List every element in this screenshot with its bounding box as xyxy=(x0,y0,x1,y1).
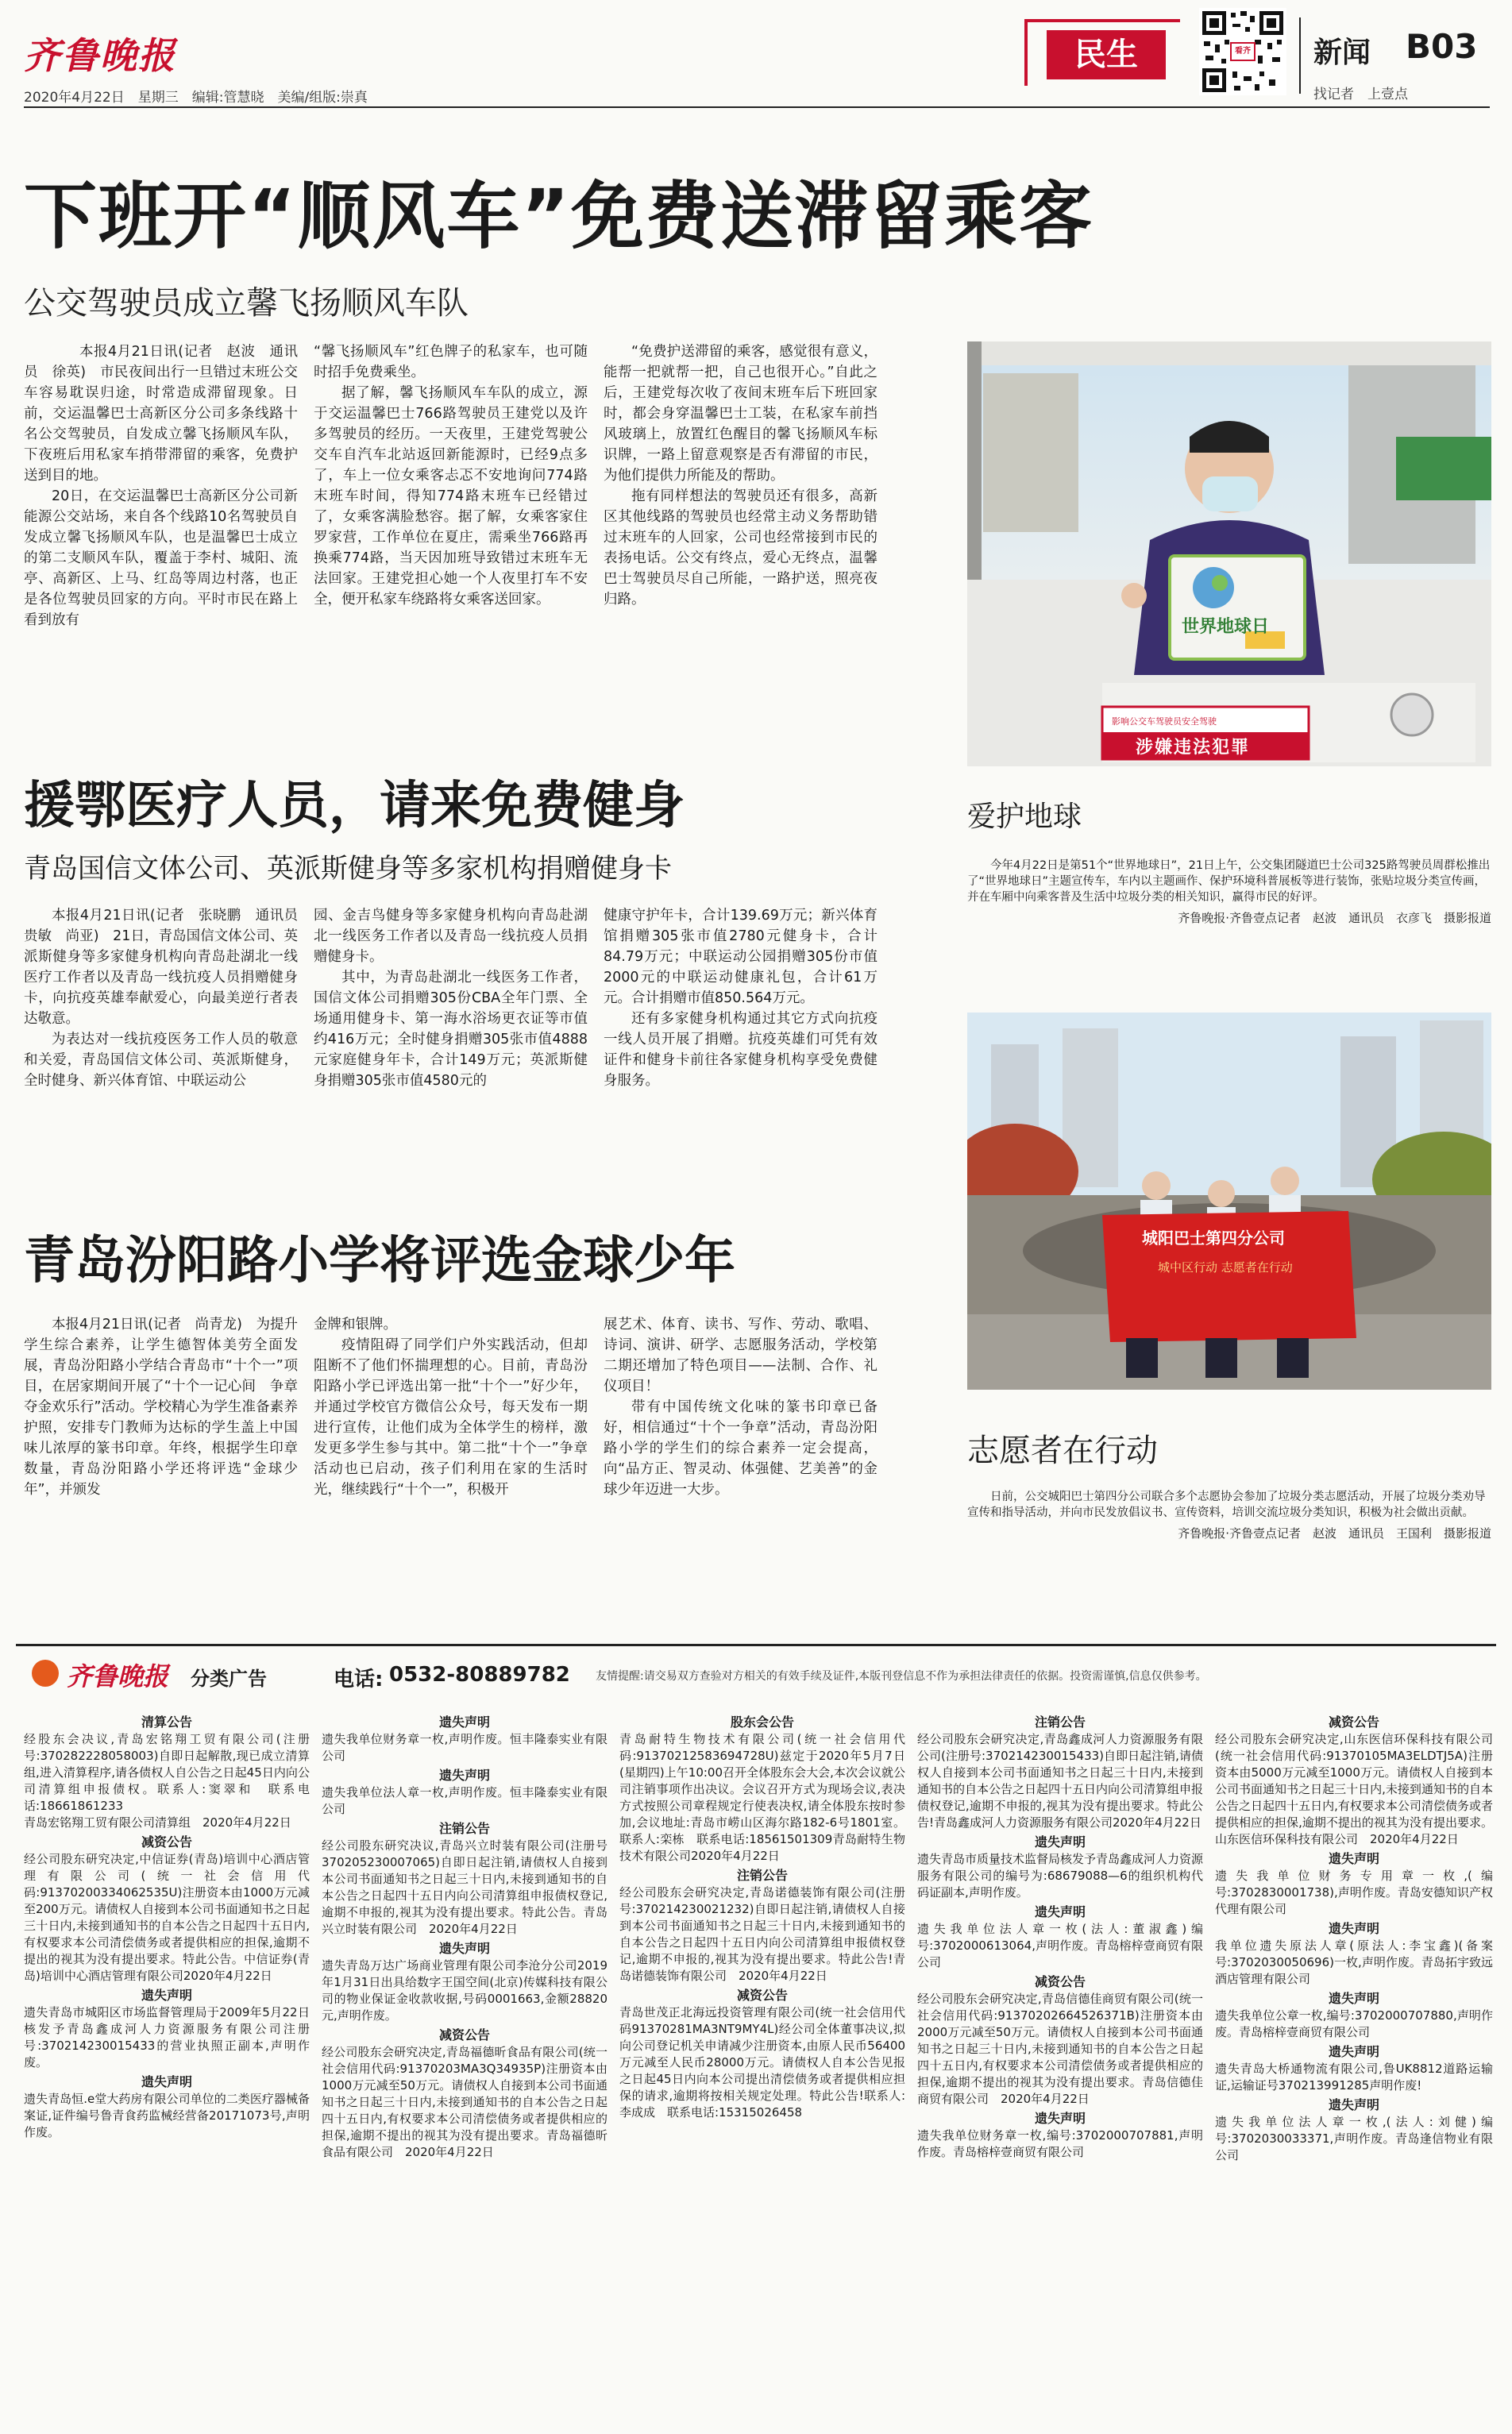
photo2-caption-title: 志愿者在行动 xyxy=(967,1433,1158,1469)
masthead xyxy=(0,0,1512,119)
sign-text: 世界地球日 xyxy=(1182,617,1270,637)
qr-code xyxy=(1199,8,1286,95)
article3-paragraph: 带有中国传统文化味的篆书印章已备好，相信通过“十个一争章”活动，青岛汾阳路小学的学生们的综合素养一定会提高，向“品方正、智灵动、体强健、艺美善”的金球少年迈进一大步。 xyxy=(604,1399,878,1498)
ad-body: 遗失我单位财务章一枚,声明作废。恒丰隆泰实业有限公司 xyxy=(322,1732,608,1763)
ad-title: 注销公告 xyxy=(1034,1715,1086,1730)
article2-paragraph: 园、金吉鸟健身等多家健身机构向青岛赴湖北一线医务工作者以及青岛一线抗疫人员捐赠健身卡。 xyxy=(314,908,588,965)
article3-paragraph: 本报4月21日讯(记者 尚青龙) 为提升学生综合素养，让学生德智体美劳全面发展，青岛汾阳路小学结合青岛市“十个一”项目，在居家期间开展了“十个一记心间 争章夺金欢乐行”活动。学校精心为学生准备素养护照，安排专门教师为达标的学生盖上中国味儿浓厚的篆书印章。年终，根据学生印章数量，青岛汾阳路小学还将评选“金球少年”，并颁发 xyxy=(24,1317,298,1498)
ad-body: 经公司股东会研究决定,青岛诺德装饰有限公司(注册号:370214230021232)自即日起注销,请债权人自接到本公司书面通知书之日起三十日内,未接到通知书的自本公告之日起四十五日内向公司清算组申报债权登记,逾期不申报的,视其为没有提出要求。特此公告!青岛诺德装饰有限公司 2020年4月22日 xyxy=(619,1885,905,1983)
ad-body: 经公司股东研究决议,青岛兴立时装有限公司(注册号370205230007065)自即日起注销,请债权人自接到本公司书面通知书之日起三十日内,未接到通知书的自本公告之日起四十五日内向公司清算组申报债权登记,逾期不申报的,视其为没有提出要求。特此公告。青岛兴立时装有限公司 2020年4月22日 xyxy=(322,1838,608,1936)
ad-title: 清算公告 xyxy=(141,1715,192,1730)
ad-title: 遗失声明 xyxy=(141,2074,192,2089)
ad-title: 减资公告 xyxy=(736,1988,788,2003)
article1-paragraph: 20日，在交运温馨巴士高新区分公司新能源公交站场，来自各个线路10名驾驶员自发成立馨飞扬顺风车队，也是温馨巴士成立的第二支顺风车队，覆盖于李村、城阳、流亭、高新区、上马、红岛等周边村落，也正是各位驾驶员回家的方向。平时市民在路上看到放有 xyxy=(24,488,298,628)
newspaper-logo: 齐鲁晚报 xyxy=(24,34,176,77)
article2-col3 xyxy=(604,905,878,1091)
article1-paragraph: 据了解，馨飞扬顺风车车队的成立，源于交运温馨巴士766路驾驶员王建党以及许多驾驶员的经历。一天夜里，王建党驾驶公交车自汽车北站返回新能源时，已经9点多了，车上一位女乘客忐忑不安地询问774路末班车时间，得知774路末班车已经错过了，女乘客满脸愁容。据了解，女乘客家住罗家营，工作单位在夏庄，需乘坐766路再换乘774路，当天因加班导致错过末班车无法回家。王建党担心她一个人夜里打车不安全，便开私家车绕路将女乘客送回家。 xyxy=(314,385,588,608)
photo-volunteers xyxy=(967,1013,1491,1390)
classifieds-label: 分类广告 xyxy=(191,1668,267,1690)
article3-paragraph: 展艺术、体育、读书、写作、劳动、歌唱、诗词、演讲、研学、志愿服务活动，学校第二期还增加了特色项目——法制、合作、礼仪项目！ xyxy=(604,1317,878,1394)
article3-col1 xyxy=(24,1314,298,1500)
classifieds-rule xyxy=(16,1644,1496,1646)
photo1-caption-text: 今年4月22日是第51个“世界地球日”，21日上午，公交集团隧道巴士公司325路驾驶员周群松推出了“世界地球日”主题宣传车，车内以主题画作、保护环境科普展板等进行装饰，张贴垃圾分类宣传画，并在车厢中向乘客普及生活中垃圾分类的相关知识，赢得市民的好评。 xyxy=(967,859,1491,904)
article1-col1 xyxy=(24,341,298,631)
qr-label: 看齐 xyxy=(1235,47,1251,56)
classifieds-notice: 友情提醒:请交易双方查验对方相关的有效手续及证件,本版刊登信息不作为承担法律责任的依据。投资需谨慎,信息仅供参考。 xyxy=(596,1670,1207,1683)
ad-body: 我单位遗失原法人章(原法人:李宝鑫)(备案号:3702030050696)一枚,声明作废。青岛拓宇致远酒店管理有限公司 xyxy=(1215,1938,1493,1986)
article1-col3 xyxy=(604,341,878,610)
article3-headline: 青岛汾阳路小学将评选金球少年 xyxy=(24,1232,735,1290)
ad-title: 减资公告 xyxy=(1328,1715,1379,1730)
ad-title: 遗失声明 xyxy=(1328,1991,1379,2006)
article3-col3 xyxy=(604,1314,878,1500)
article2-paragraph: 本报4月21日讯(记者 张晓鹏 通讯员 贵敏 尚亚) 21日，青岛国信文体公司、英派斯健身等多家健身机构向青岛赴湖北一线医疗工作者以及青岛一线抗疫人员捐赠健身卡，向抗疫英雄奉献爱心，向最美逆行者表达敬意。 xyxy=(24,908,312,1027)
ad-title: 减资公告 xyxy=(438,2027,490,2042)
ad-body: 经公司股东会研究决定,青岛福德昕食品有限公司(统一社会信用代码:91370203MA3Q34935P)注册资本由1000万元减至50万元。请债权人自接到本公司书面通知书之日起三十日内,未接到通知书的自本公告之日起四十五日内,有权要求本公司清偿债务或者提供相应的担保,逾期不提出的视其为没有提出要求。青岛福德昕食品有限公司 2020年4月22日 xyxy=(322,2045,608,2159)
ad-body: 经公司股东研究决定,中信证券(青岛)培训中心酒店管理有限公司(统一社会信用代码:91370200334062535U)注册资本由1000万元减至200万元。请债权人自接到本公司书面通知书之日起三十日内,未接到通知书的自本公告之日起四十五日内,有权要求本公司清偿债务或者提供相应的担保,逾期不提出的视其为没有提出要求。特此公告。中信证券(青岛)培训中心酒店管理有限公司2020年4月22日 xyxy=(24,1852,310,1983)
classifieds-logo: 齐鲁晚报 xyxy=(67,1661,169,1691)
ad-body: 经股东会决议,青岛宏铭翔工贸有限公司(注册号:370282228058003)自即日起解散,现已成立清算组,进入清算程序,请各债权人自公告之日起45日内向公司清算组申报债权。联系人:窦翠和 联系电话:18661861233 xyxy=(24,1732,310,1813)
ad-body: 遗失青岛大桥通物流有限公司,鲁UK8812道路运输证,运输证号370213991285声明作废! xyxy=(1215,2062,1493,2093)
bus-sign-top: 影响公交车驾驶员安全驾驶 xyxy=(1112,716,1217,727)
photo1-caption xyxy=(967,858,1491,926)
article2-paragraph: 为表达对一线抗疫医务工作人员的敬意和关爱，青岛国信文体公司、英派斯健身，全时健身、新兴体育馆、中联运动公 xyxy=(24,1032,298,1089)
ad-title: 遗失声明 xyxy=(1034,1904,1086,1919)
banner-text: 城阳巴士第四分公司 xyxy=(1142,1229,1285,1248)
article1-paragraph: “馨飞扬顺风车”红色牌子的私家车，也可随时招手免费乘坐。 xyxy=(314,344,588,380)
ad-body: 遗失青岛市城阳区市场监督管理局于2009年5月22日核发予青岛鑫成河人力资源服务有限公司注册号:370214230015433的营业执照正副本,声明作废。 xyxy=(24,2005,310,2069)
classifieds-col-1 xyxy=(24,1711,310,2141)
article2-headline: 援鄂医疗人员，请来免费健身 xyxy=(24,777,685,835)
page-number: B03 xyxy=(1406,27,1478,66)
classifieds-phone-label: 电话: xyxy=(334,1668,384,1691)
article2-col2 xyxy=(314,905,588,1091)
photo1-caption-title: 爱护地球 xyxy=(967,800,1082,833)
ad-title: 遗失声明 xyxy=(438,1941,490,1956)
ad-title: 减资公告 xyxy=(1034,1974,1086,1989)
ad-body: 遗失青岛恒.e堂大药房有限公司单位的二类医疗器械备案证,证件编号鲁青食药监械经营备20171073号,声明作废。 xyxy=(24,2092,310,2139)
ad-title: 遗失声明 xyxy=(1328,2097,1379,2112)
article2-subhead: 青岛国信文体公司、英派斯健身等多家机构捐赠健身卡 xyxy=(24,853,672,885)
ad-body: 青岛耐特生物技术有限公司(统一社会信用代码:91370212583694728U)兹定于2020年5月7日(星期四)上午10:00召开全体股东会大会,本次会议就公司注销事项作出决议。会议召开方式为现场会议,表决方式按照公司章程规定行使表决权,请全体股东按时参加,会议地址:青岛市崂山区海尔路182-6号1801室。联系人:栾栋 联系电话:18561501309青岛耐特生物技术有限公司2020年4月22日 xyxy=(619,1732,905,1863)
ad-body: 青岛宏铭翔工贸有限公司清算组 2020年4月22日 xyxy=(24,1815,291,1830)
article2-paragraph: 其中，为青岛赴湖北一线医务工作者，国信文体公司捐赠305份CBA全年门票、全场通用健身卡、第一海水浴场更衣证等市值约416万元；全时健身捐赠305张市值4888元家庭健身年卡，合计149万元；英派斯健身捐赠305张市值4580元的 xyxy=(314,970,588,1089)
section-tag: 民生 xyxy=(1047,30,1166,79)
reporter-label: 找记者 上壹点 xyxy=(1313,87,1408,102)
article3-col2 xyxy=(314,1314,588,1500)
date-line: 2020年4月22日 星期三 编辑:管慧晓 美编/组版:崇真 xyxy=(24,90,368,106)
ad-title: 遗失声明 xyxy=(141,1988,192,2003)
classifieds-col-5 xyxy=(1215,1711,1493,2164)
ad-body: 遗失我单位公章一枚,编号:3702000707880,声明作废。青岛榕梓壹商贸有限公司 xyxy=(1215,2008,1493,2039)
photo1-credit: 齐鲁晚报·齐鲁壹点记者 赵波 通讯员 衣彦飞 摄影报道 xyxy=(1178,911,1491,925)
article1-paragraph: 拖有同样想法的驾驶员还有很多，高新区其他线路的驾驶员也经常主动义务帮助错过末班车的人回家，公司也经常接到市民的表扬电话。公交有终点，爱心无终点，温馨巴士驾驶员尽自己所能，一路护送，照亮夜归路。 xyxy=(604,488,878,608)
ad-body: 青岛世茂正北海远投资管理有限公司(统一社会信用代码91370281MA3NT9MY4L)经公司全体董事决议,拟向公司登记机关申请减少注册资本,由原人民币56400万元减至人民币28000万元。请债权人自本公告见报之日起45日内向本公司提出清偿债务或者提供相应担保的请求,逾期将按相关规定处理。特此公告!联系人:李成成 联系电话:15315026458 xyxy=(619,2005,905,2120)
classifieds-header xyxy=(16,1652,1496,1699)
article2-paragraph: 健康守护年卡，合计139.69万元；新兴体育馆捐赠305张市值2780元健身卡，合计84.79万元；中联运动公园捐赠305份市值2000元的中联运动健康礼包，合计61万元。合计捐赠市值850.564万元。 xyxy=(604,908,878,1006)
banner-subtext: 城中区行动 志愿者在行动 xyxy=(1158,1260,1293,1275)
photo-earth-day-bus xyxy=(967,341,1491,766)
ad-title: 遗失声明 xyxy=(438,1715,490,1730)
ad-title: 遗失声明 xyxy=(1328,2044,1379,2059)
article2-paragraph: 还有多家健身机构通过其它方式向抗疫一线人员开展了捐赠。抗疫英雄们可凭有效证件和健身卡前往各家健身机构享受免费健身服务。 xyxy=(604,1011,878,1089)
section-name: 新闻 xyxy=(1313,37,1371,69)
bus-sign: 涉嫌违法犯罪 xyxy=(1136,738,1251,758)
classifieds-phone: 0532-80889782 xyxy=(389,1663,570,1687)
article1-col2 xyxy=(314,341,588,610)
ad-title: 遗失声明 xyxy=(438,1768,490,1783)
article1-headline: 下班开“顺风车”免费送滞留乘客 xyxy=(24,174,1094,259)
header-divider xyxy=(1299,17,1301,94)
classifieds-logo-icon xyxy=(32,1660,59,1687)
ad-title: 遗失声明 xyxy=(1328,1921,1379,1936)
ad-body: 遗失我单位法人章一枚,声明作废。恒丰隆泰实业有限公司 xyxy=(322,1785,608,1816)
ad-title: 注销公告 xyxy=(736,1868,788,1883)
ad-body: 遗失我单位财务章一枚,编号:3702000707881,声明作废。青岛榕梓壹商贸有限公司 xyxy=(917,2128,1203,2159)
ad-body: 遗失青岛市质量技术监督局核发予青岛鑫成河人力资源服务有限公司的编号为:68679088—6的组织机构代码证副本,声明作废。 xyxy=(917,1852,1204,1900)
classifieds-col-4 xyxy=(917,1711,1203,2161)
photo2-credit: 齐鲁晚报·齐鲁壹点记者 赵波 通讯员 王国利 摄影报道 xyxy=(1178,1526,1491,1541)
ad-title: 减资公告 xyxy=(141,1834,192,1850)
ad-title: 注销公告 xyxy=(438,1821,490,1836)
classifieds-col-2 xyxy=(322,1711,608,2161)
ad-body: 遗失青岛万达广场商业管理有限公司李沧分公司2019年1月31日出具给数字王国空间(北京)传媒科技有限公司的物业保证金收款收据,号码0001663,金额28820元,声明作废。 xyxy=(322,1958,608,2023)
article1-subhead: 公交驾驶员成立馨飞扬顺风车队 xyxy=(24,285,469,322)
ad-title: 遗失声明 xyxy=(1328,1851,1379,1866)
photo2-caption-text: 日前，公交城阳巴士第四分公司联合多个志愿协会参加了垃圾分类志愿活动，开展了垃圾分类劝导宣传和指导活动，并向市民发放倡议书、宣传资料，培训交流垃圾分类知识，积极为社会做出贡献。 xyxy=(967,1491,1486,1519)
ad-body: 遗失我单位法人章一枚(法人:董淑鑫)编号:3702000613064,声明作废。青岛榕梓壹商贸有限公司 xyxy=(917,1922,1203,1969)
article3-paragraph: 疫情阻碍了同学们户外实践活动，但却阻断不了他们怀揣理想的心。目前，青岛汾阳路小学已评选出第一批“十个一”好少年，并通过学校官方微信公众号，每天发布一期进行宣传，让他们成为全体学生的榜样，激发更多学生参与其中。第二批“十个一”争章活动也已启动，孩子们利用在家的生活时光，继续践行“十个一”，积极开 xyxy=(314,1337,588,1498)
ad-body: 经公司股东会研究决定,山东医信环保科技有限公司(统一社会信用代码:91370105MA3ELDTJ5A)注册资本由5000万元减至1000万元。请债权人自接到本公司书面通知书之日起三十日内,未接到通知书的自本公告之日起四十五日内,有权要求本公司清偿债务或者提供相应的担保,逾期不提出的视其为没有提出要求。山东医信环保科技有限公司 2020年4月22日 xyxy=(1215,1732,1493,1846)
ad-body: 经公司股东会研究决定,青岛信德佳商贸有限公司(统一社会信用代码:91370202664526371B)注册资本由2000万元减至50万元。请债权人自接到本公司书面通知书之日起三十日内,未接到通知书的自本公告之日起四十五日内,有权要求本公司清偿债务或者提供相应的担保,逾期不提出的视其为没有提出要求。青岛信德佳商贸有限公司 2020年4月22日 xyxy=(917,1992,1203,2106)
classifieds-col-3 xyxy=(619,1711,905,2121)
article1-paragraph: “免费护送滞留的乘客，感觉很有意义，能帮一把就帮一把，自己也很开心。”自此之后，王建党每次收了夜间末班车后下班回家时，都会身穿温馨巴士工装，在私家车前挡风玻璃上，放置红色醒目的馨飞扬顺风车标识牌，一路上留意观察是否有滞留的市民，为他们提供力所能及的帮助。 xyxy=(604,344,878,484)
photo2-caption xyxy=(967,1489,1491,1541)
ad-body: 遗失我单位法人章一枚,(法人:刘健)编号:3702030033371,声明作废。青岛逢信物业有限公司 xyxy=(1215,2115,1493,2162)
ad-body: 经公司股东会研究决定,青岛鑫成河人力资源服务有限公司(注册号:370214230015433)自即日起注销,请债权人自接到本公司书面通知书之日起三十日内,未接到通知书的自本公告之日起四十五日内向公司清算组申报债权登记,逾期不申报的,视其为没有提出要求。特此公告!青岛鑫成河人力资源服务有限公司2020年4月22日 xyxy=(917,1732,1204,1830)
ad-title: 股东会公告 xyxy=(730,1715,794,1730)
article1-paragraph: 本报4月21日讯(记者 赵波 通讯员 徐英) 市民夜间出行一旦错过末班公交车容易耽误归途，时常造成滞留现象。日前，交运温馨巴士高新区分公司多条线路十名公交驾驶员，自发成立馨飞扬顺风车队，下夜班后用私家车捎带滞留的乘客，免费护送到目的地。 xyxy=(24,344,298,484)
masthead-rule xyxy=(24,106,1490,108)
ad-body: 遗失我单位财务专用章一枚,(编号:3702830001738),声明作废。青岛安德知识产权代理有限公司 xyxy=(1215,1869,1493,1916)
article2-col1 xyxy=(24,905,312,1091)
ad-title: 遗失声明 xyxy=(1034,1834,1086,1850)
article3-paragraph: 金牌和银牌。 xyxy=(314,1317,397,1333)
ad-title: 遗失声明 xyxy=(1034,2111,1086,2126)
